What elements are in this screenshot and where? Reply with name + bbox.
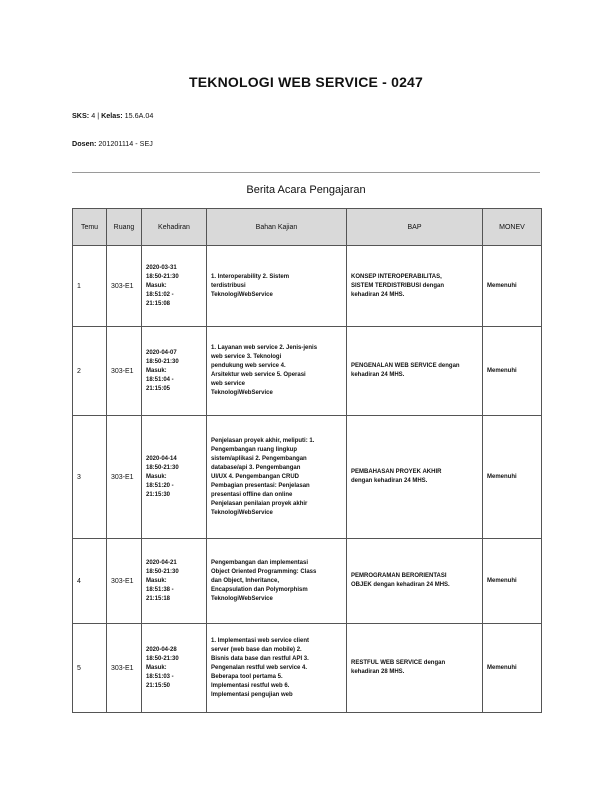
cell-bap-line: PEMBAHASAN PROYEK AKHIR — [351, 469, 442, 475]
cell-kehadiran-line: 18:51:38 - — [146, 586, 174, 593]
cell-temu: 2 — [73, 327, 107, 416]
cell-bahan-kajian-line: terdistribusi — [211, 282, 246, 289]
cell-bahan-kajian-line: Implementasi pengujian web — [211, 691, 293, 698]
cell-kehadiran — [142, 624, 207, 713]
cell-bap-line: PENGENALAN WEB SERVICE dengan — [351, 363, 460, 369]
cell-bahan-kajian-line: Arsitektur web service 5. Operasi — [211, 372, 306, 378]
cell-temu: 3 — [73, 416, 107, 539]
separator: | — [97, 111, 100, 120]
table-row — [73, 246, 542, 327]
cell-bahan-kajian-line: TeknologiWebService — [211, 595, 273, 602]
cell-kehadiran-line: Masuk: — [146, 664, 167, 671]
cell-bahan-kajian-line: database/api 3. Pengembangan — [211, 464, 301, 471]
cell-kehadiran — [142, 416, 207, 539]
cell-ruang: 303-E1 — [107, 327, 142, 416]
cell-bahan-kajian — [207, 539, 347, 624]
cell-bahan-kajian-line: TeknologiWebService — [211, 291, 273, 298]
cell-temu: 4 — [73, 539, 107, 624]
cell-temu: 5 — [73, 624, 107, 713]
cell-bahan-kajian-line: Pengenalan restful web service 4. — [211, 664, 308, 671]
cell-kehadiran-line: 21:15:18 — [146, 595, 171, 602]
kelas-value: 15.6A.04 — [124, 111, 154, 120]
cell-kehadiran-line: 18:51:20 - — [146, 482, 174, 489]
cell-bap-line: PEMROGRAMAN BERORIENTASI — [351, 573, 447, 579]
dosen-value: 201201114 - SEJ — [98, 139, 153, 148]
header-bahan-kajian: Bahan Kajian — [207, 209, 347, 246]
cell-bahan-kajian-line: Implementasi restful web 6. — [211, 682, 290, 689]
cell-kehadiran-line: 18:51:04 - — [146, 376, 174, 383]
cell-bahan-kajian — [207, 327, 347, 416]
cell-kehadiran-line: 18:50-21:30 — [146, 358, 179, 365]
cell-bahan-kajian-line: Encapsulation dan Polymorphism — [211, 586, 308, 593]
cell-bahan-kajian-line: pendukung web service 4. — [211, 363, 286, 369]
cell-bahan-kajian-line: web service — [211, 381, 246, 387]
sks-label: SKS: — [72, 111, 90, 120]
cell-bap-line: SISTEM TERDISTRIBUSI dengan — [351, 282, 445, 289]
cell-ruang: 303-E1 — [107, 624, 142, 713]
cell-kehadiran-line: 18:50-21:30 — [146, 464, 179, 471]
cell-bahan-kajian-line: presentasi offline dan online — [211, 491, 293, 498]
cell-kehadiran-line: 18:51:03 - — [146, 673, 174, 680]
cell-kehadiran-line: Masuk: — [146, 577, 167, 584]
cell-bahan-kajian-line: UI/UX 4. Pengembangan CRUD — [211, 473, 300, 480]
cell-ruang: 303-E1 — [107, 246, 142, 327]
cell-bap — [347, 327, 483, 416]
cell-kehadiran-line: 2020-04-21 — [146, 559, 177, 566]
cell-monev: Memenuhi — [483, 246, 542, 327]
cell-kehadiran — [142, 539, 207, 624]
cell-bap-line: dengan kehadiran 24 MHS. — [351, 478, 428, 484]
cell-monev: Memenuhi — [483, 539, 542, 624]
cell-bahan-kajian-line: Pengembangan ruang lingkup — [211, 446, 298, 453]
cell-bap-line: KONSEP INTEROPERABILITAS, — [351, 273, 442, 280]
cell-bahan-kajian-line: Pembagian presentasi: Penjelasan — [211, 482, 310, 489]
section-title: Berita Acara Pengajaran — [246, 184, 366, 196]
cell-bap-line: kehadiran 24 MHS. — [351, 291, 405, 298]
cell-bahan-kajian — [207, 624, 347, 713]
cell-bahan-kajian-line: Penjelasan proyek akhir, meliputi: 1. — [211, 437, 315, 444]
teaching-report-table — [72, 208, 542, 713]
cell-ruang: 303-E1 — [107, 416, 142, 539]
dosen-label: Dosen: — [72, 139, 97, 148]
cell-kehadiran-line: 21:15:30 — [146, 491, 171, 498]
cell-kehadiran-line: 18:50-21:30 — [146, 568, 179, 575]
sks-value: 4 — [91, 111, 96, 120]
table-row — [73, 416, 542, 539]
cell-kehadiran — [142, 246, 207, 327]
cell-kehadiran-line: 21:15:05 — [146, 385, 171, 392]
page-title: TEKNOLOGI WEB SERVICE - 0247 — [188, 74, 424, 90]
cell-bahan-kajian-line: web service 3. Teknologi — [211, 354, 282, 360]
cell-bahan-kajian-line: TeknologiWebService — [211, 509, 273, 516]
table-header-row — [73, 209, 542, 246]
cell-bahan-kajian-line: Beberapa tool pertama 5. — [211, 673, 283, 680]
cell-kehadiran-line: 21:15:50 — [146, 682, 171, 689]
cell-ruang: 303-E1 — [107, 539, 142, 624]
cell-kehadiran-line: 18:51:02 - — [146, 291, 174, 298]
cell-kehadiran-line: 2020-03-31 — [146, 264, 177, 271]
cell-bahan-kajian-line: TeknologiWebService — [211, 390, 273, 396]
cell-kehadiran-line: 21:15:08 — [146, 300, 171, 307]
cell-bahan-kajian-line: Penjelasan penilaian proyek akhir — [211, 500, 308, 507]
lecturer-info-line — [72, 139, 153, 148]
cell-bap — [347, 624, 483, 713]
cell-kehadiran-line: 18:50-21:30 — [146, 273, 179, 280]
cell-bap — [347, 246, 483, 327]
cell-kehadiran-line: 2020-04-07 — [146, 349, 177, 356]
cell-bahan-kajian-line: Object Oriented Programming: Class — [211, 568, 317, 575]
cell-temu: 1 — [73, 246, 107, 327]
header-kehadiran: Kehadiran — [142, 209, 207, 246]
cell-bahan-kajian-line: Pengembangan dan implementasi — [211, 559, 309, 566]
table-row — [73, 327, 542, 416]
header-monev: MONEV — [483, 209, 542, 246]
cell-kehadiran — [142, 327, 207, 416]
table-row — [73, 624, 542, 713]
divider — [72, 172, 540, 173]
cell-bap-line: kehadiran 24 MHS. — [351, 372, 405, 378]
cell-kehadiran-line: 2020-04-14 — [146, 455, 177, 462]
cell-bap — [347, 416, 483, 539]
course-info-line — [72, 111, 153, 120]
cell-bahan-kajian-line: dan Object, Inheritance, — [211, 577, 280, 584]
cell-kehadiran-line: 18:50-21:30 — [146, 655, 179, 662]
cell-kehadiran-line: Masuk: — [146, 282, 167, 289]
cell-bap-line: OBJEK dengan kehadiran 24 MHS. — [351, 582, 450, 588]
cell-monev: Memenuhi — [483, 416, 542, 539]
cell-kehadiran-line: Masuk: — [146, 473, 167, 480]
cell-bahan-kajian — [207, 246, 347, 327]
cell-bahan-kajian-line: 1. Layanan web service 2. Jenis-jenis — [211, 345, 318, 351]
header-bap: BAP — [347, 209, 483, 246]
cell-bahan-kajian-line: 1. Interoperability 2. Sistem — [211, 273, 290, 280]
cell-bap — [347, 539, 483, 624]
cell-kehadiran-line: 2020-04-28 — [146, 646, 177, 653]
cell-bahan-kajian-line: sistem/aplikasi 2. Pengembangan — [211, 455, 307, 462]
header-ruang: Ruang — [107, 209, 142, 246]
table-row — [73, 539, 542, 624]
cell-bahan-kajian-line: Bisnis data base dan restful API 3. — [211, 655, 309, 662]
kelas-label: Kelas: — [101, 111, 123, 120]
cell-bap-line: kehadiran 28 MHS. — [351, 669, 405, 675]
cell-monev: Memenuhi — [483, 327, 542, 416]
cell-monev: Memenuhi — [483, 624, 542, 713]
cell-bap-line: RESTFUL WEB SERVICE dengan — [351, 660, 446, 666]
header-temu: Temu — [73, 209, 107, 246]
cell-kehadiran-line: Masuk: — [146, 367, 167, 374]
cell-bahan-kajian-line: server (web base dan mobile) 2. — [211, 646, 302, 653]
cell-bahan-kajian — [207, 416, 347, 539]
cell-bahan-kajian-line: 1. Implementasi web service client — [211, 637, 310, 644]
